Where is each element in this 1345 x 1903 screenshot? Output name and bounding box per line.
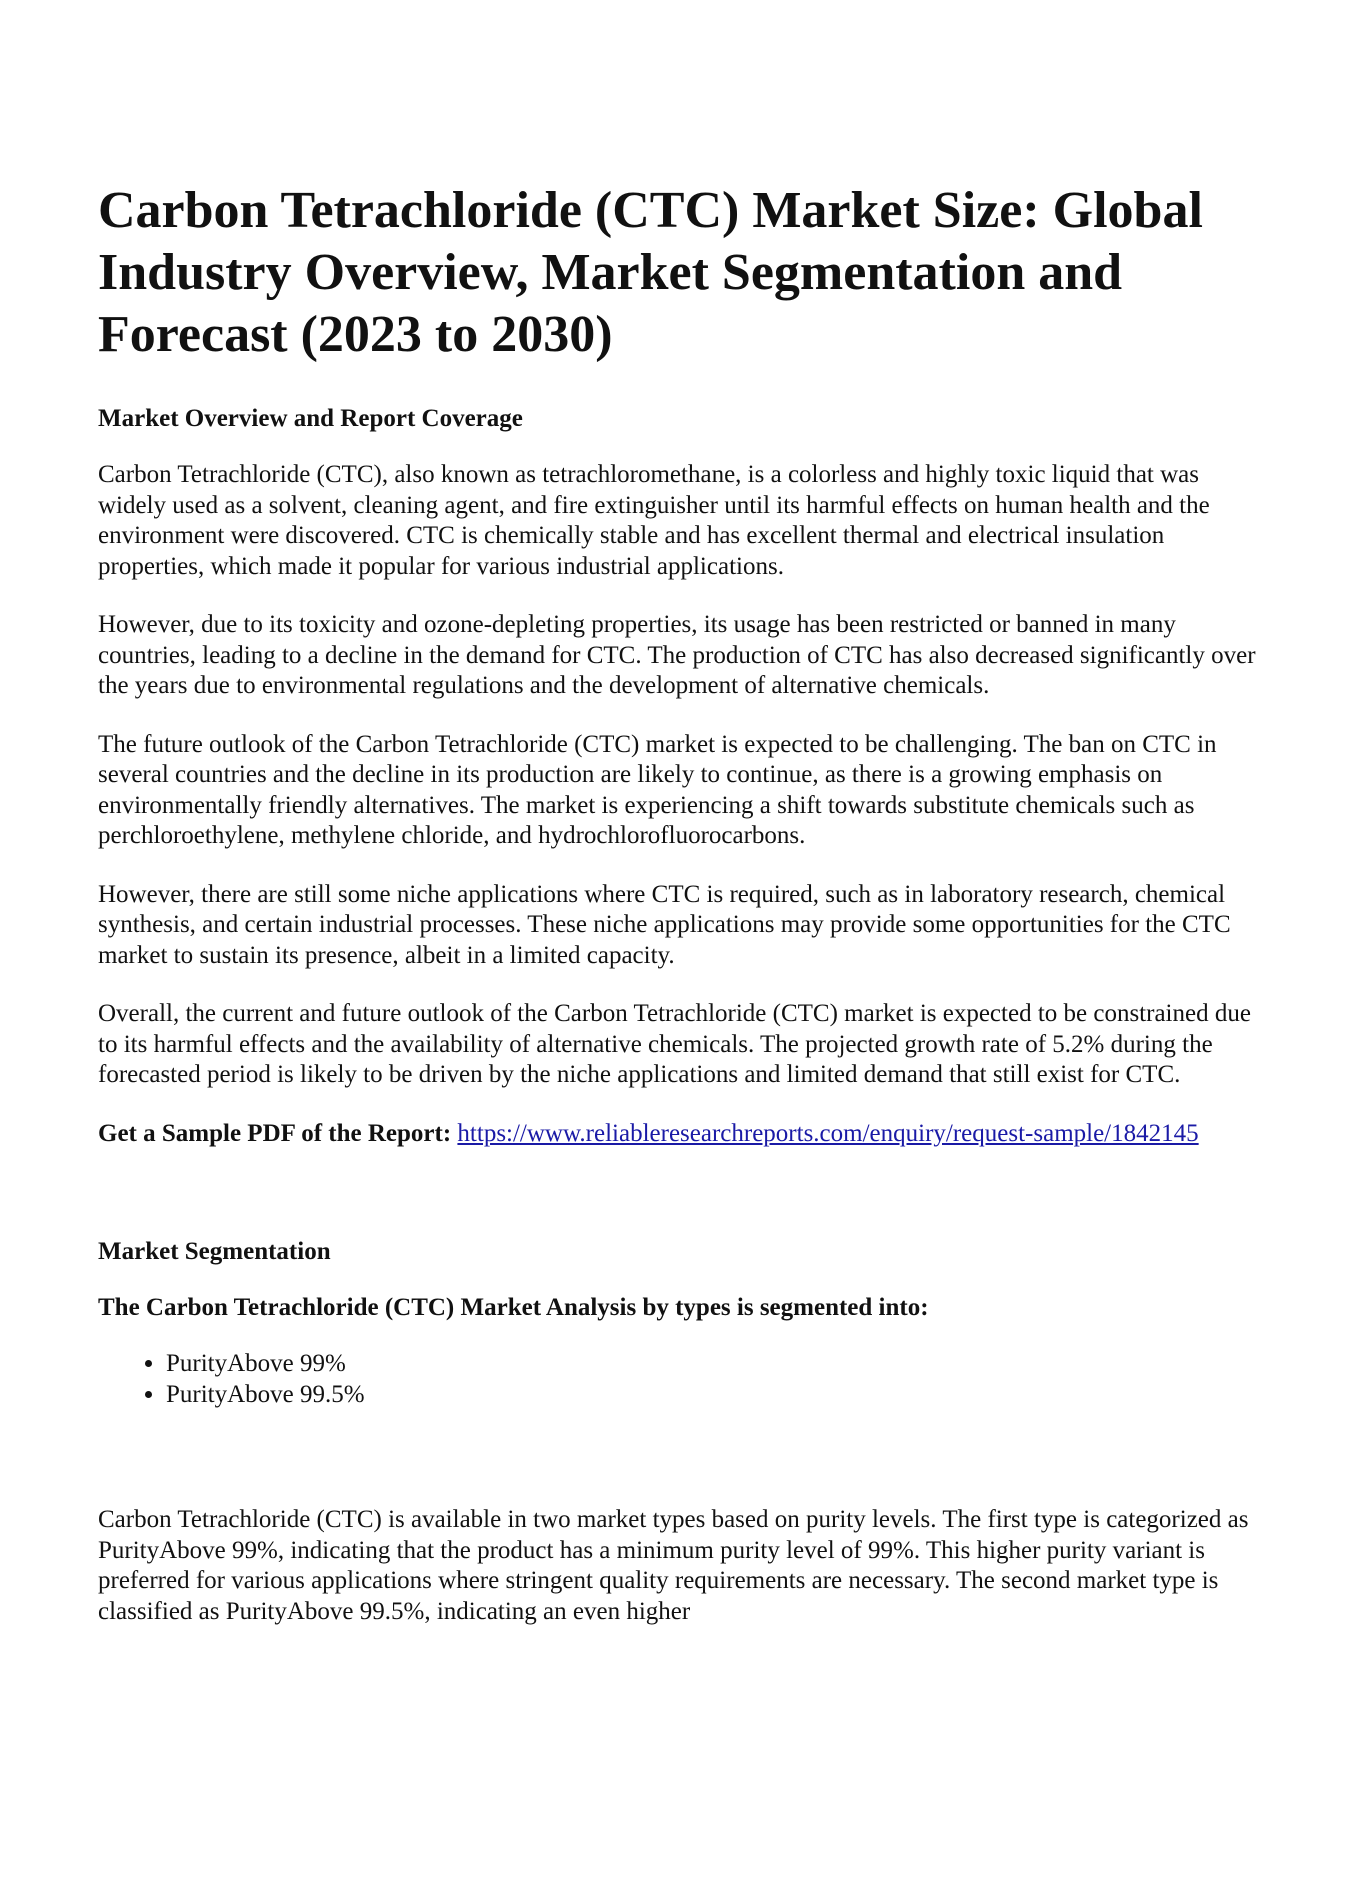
- sample-pdf-line: [98, 1119, 1268, 1150]
- segmentation-heading: Market Segmentation: [98, 1238, 331, 1265]
- paragraph-decline: However, due to its toxicity and ozone-depleting properties, its usage has been restricted or banned in many countries, leading to a decline in the demand for CTC. The production of CTC has also decreased significantly over the years due to environmental regulations and the development of alternative chemicals.: [98, 611, 1256, 699]
- paragraph-types-description: Carbon Tetrachloride (CTC) is available in two market types based on purity levels. The first type is categorized as PurityAbove 99%, indicating that the product has a minimum purity level of 99%. This higher purity variant is preferred for various applications where stringent quality requirements are necessary. The second market type is classified as PurityAbove 99.5%, indicating an even higher: [98, 1506, 1249, 1625]
- paragraph-outlook: The future outlook of the Carbon Tetrachloride (CTC) market is expected to be challenging. The ban on CTC in several countries and the decline in its production are likely to continue, as there is a growing emphasis on environmentally friendly alternatives. The market is experiencing a shift towards substitute chemicals such as perchloroethylene, methylene chloride, and hydrochlorofluorocarbons.: [98, 730, 1217, 849]
- section-spacer: [98, 1149, 1268, 1237]
- paragraph-niche: However, there are still some niche applications where CTC is required, such as in laboratory research, chemical synthesis, and certain industrial processes. These niche applications may provide some opportunities for the CTC market to sustain its presence, albeit in a limited capacity.: [98, 880, 1231, 969]
- list-item: • PurityAbove 99%: [166, 1349, 1268, 1380]
- page-title: Carbon Tetrachloride (CTC) Market Size: Global Industry Overview, Market Segmentation and Forecast (2023 to 2030): [98, 182, 1203, 363]
- section-spacer: [98, 1410, 1268, 1505]
- paragraph-intro: Carbon Tetrachloride (CTC), also known as tetrachloromethane, is a colorless and highly toxic liquid that was widely used as a solvent, cleaning agent, and fire extinguisher until its harmful effects on human health and the environment were discovered. CTC is chemically stable and has excellent thermal and electrical insulation properties, which made it popular for various industrial applications.: [98, 461, 1210, 580]
- paragraph-overall: Overall, the current and future outlook of the Carbon Tetrachloride (CTC) market is expected to be constrained due to its harmful effects and the availability of alternative chemicals. The projected growth rate of 5.2% during the forecasted period is likely to be driven by the niche applications and limited demand that still exist for CTC.: [98, 1000, 1251, 1088]
- sample-pdf-label: Get a Sample PDF of the Report:: [98, 1119, 452, 1147]
- overview-heading: Market Overview and Report Coverage: [98, 405, 523, 432]
- types-heading: The Carbon Tetrachloride (CTC) Market Analysis by types is segmented into:: [98, 1294, 929, 1321]
- types-list: [98, 1349, 1268, 1410]
- sample-pdf-link[interactable]: https://www.reliableresearchreports.com/enquiry/request-sample/1842145: [457, 1119, 1199, 1147]
- document-page: [98, 180, 1268, 1655]
- list-item: • PurityAbove 99.5%: [166, 1380, 1268, 1411]
